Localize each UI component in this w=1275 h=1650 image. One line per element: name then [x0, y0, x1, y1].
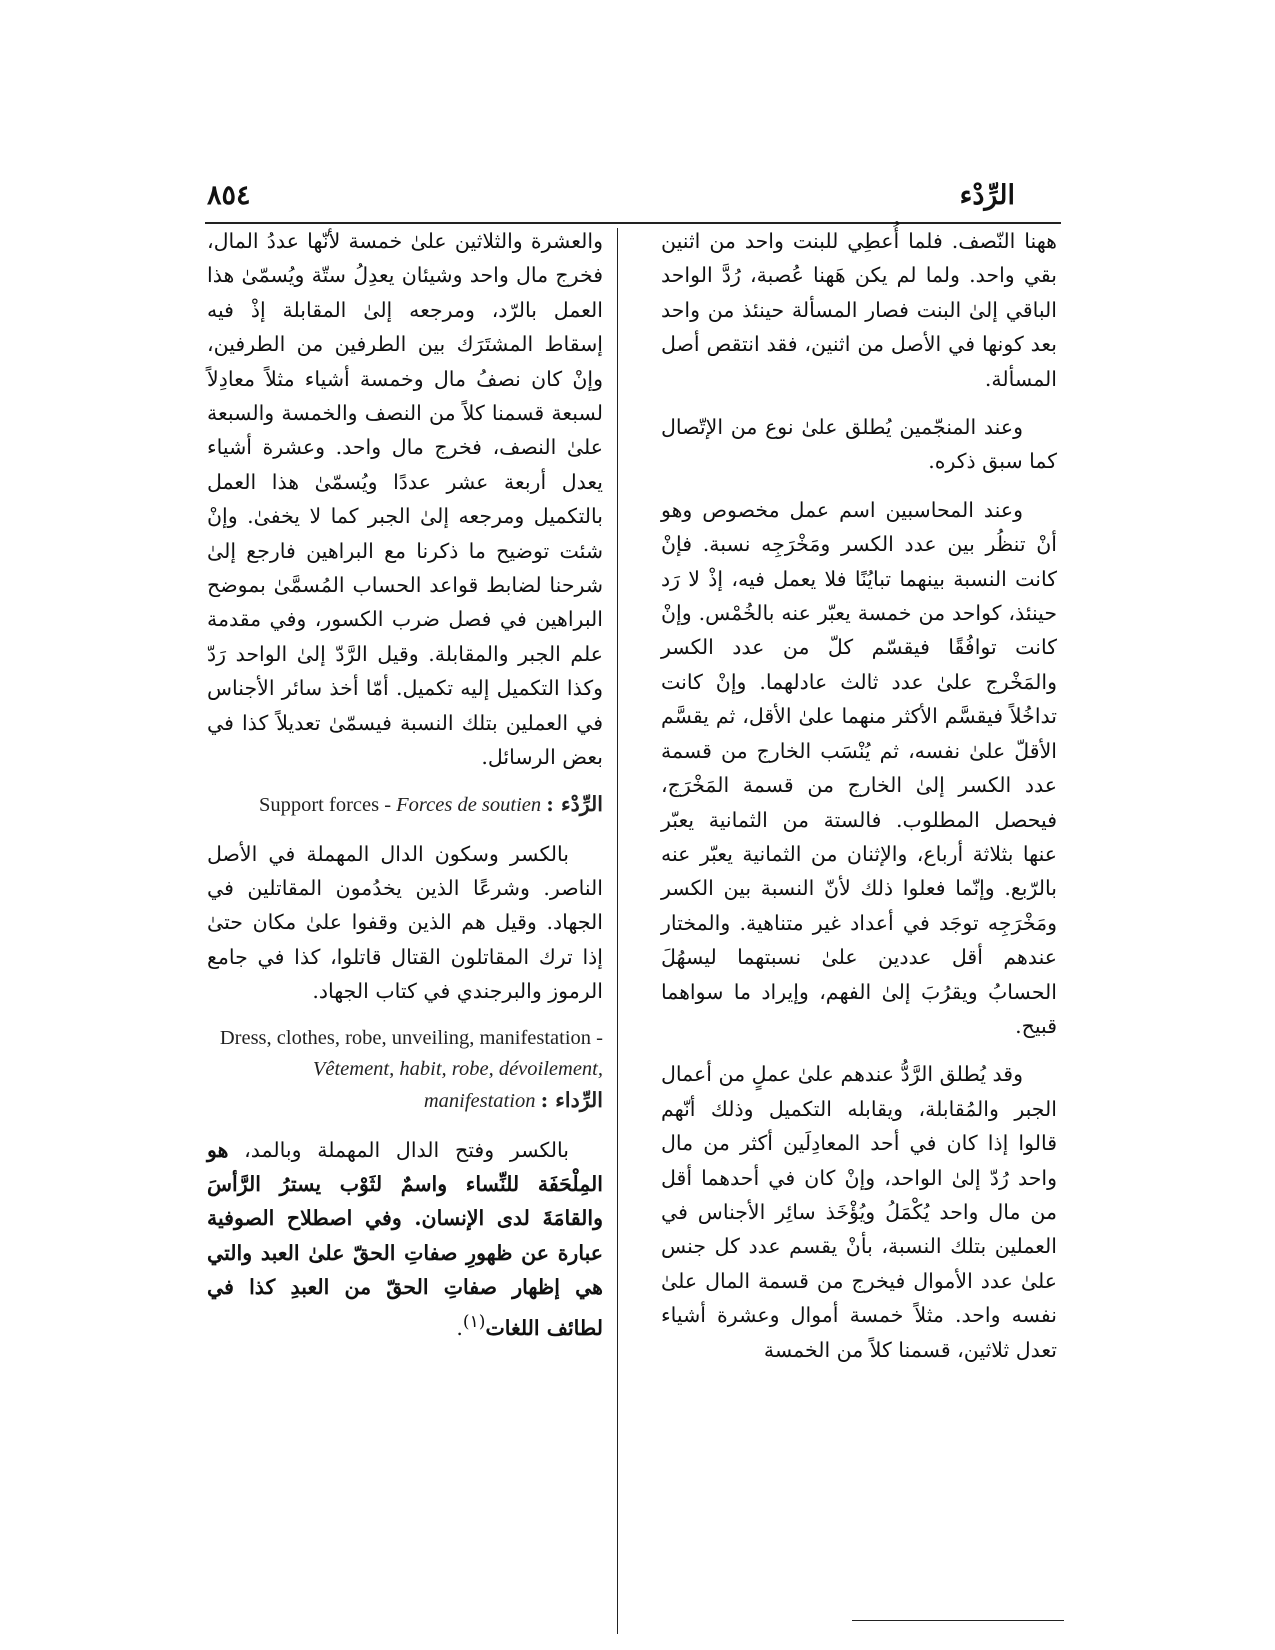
paragraph-end: . — [456, 1315, 463, 1340]
page-number: ٨٥٤ — [207, 180, 251, 211]
entry-headword: الرِّداء : — [540, 1087, 603, 1112]
entry-translation-en: Support forces - — [258, 793, 397, 816]
paragraph: ههنا النّصف. فلما أُعطِي للبنت واحد من اثنين بقي واحد. ولما لم يكن هَهنا عُصبة، رُدَّ الواحد الباقي إلىٰ البنت فصار المسألة حينئذ من واحد بعد كونها في الأصل من اثنين، فقد انتقص أصل المسألة. — [661, 229, 1057, 391]
entry-headword: الرِّدْء : — [546, 791, 603, 816]
footnote-rule — [852, 1620, 1064, 1621]
right-column — [661, 224, 1057, 1381]
paragraph: وقد يُطلق الرَّدُّ عندهم علىٰ عملٍ من أعمال الجبر والمُقابلة، ويقابله التكميل وذلك أنّهم قالوا إذا كان في أحد المعادِلَين أكثر من مال واحد رُدّ إلىٰ الواحد، وإنْ كان في أحدهما أقل من مال واحد يُكْمَلُ ويُؤْخَذ سائِر الأجناس في العملين بتلك النسبة، بأنْ يقسم عدد كل جنس علىٰ عدد الأموال فيخرج من قسمة المال علىٰ نفسه واحد. مثلاً خمسة أموال وعشرة أشياء تعدل ثلاثين، قسمنا كلاً من الخمسة — [661, 1062, 1057, 1362]
paragraph: وعند المحاسبين اسم عمل مخصوص وهو أنْ تنظُر بين عدد الكسر ومَخْرَجِه نسبة. فإنْ كانت النسبة بينهما تبايُنًا فلا يعمل فيه، إذْ لا رَد حينئذ، كواحد من خمسة يعبّر عنه بالخُمْس. وإنْ كانت توافُقًا فيقسّم كلّ من عدد الكسر والمَخْرج علىٰ عدد ثالث عادلهما. وإنْ كانت تداخُلاً فيقسَّم الأكثر منهما علىٰ الأقل، ثم يقسَّم الأقلّ علىٰ نفسه، ثم يُنْسَب الخارج من قسمة عدد الكسر إلىٰ الخارج من قسمة المَخْرَج، فيحصل المطلوب. فالستة من الثمانية يعبّر عنها بثلاثة أرباع، والإثنان من الثمانية يعبّر عنه بالرّبع. وإنّما فعلوا ذلك لأنّ النسبة بين الكسر ومَخْرَجِه توجَد في أعداد غير متناهية. والمختار عندهم أقل عددين علىٰ نسبتهما ليسهُلَ الحسابُ ويقرُبَ إلىٰ الفهم، وإيراد ما سواهما قبيح. — [661, 497, 1057, 1038]
paragraph — [207, 1133, 603, 1345]
entry-heading — [207, 1023, 603, 1117]
entry-heading — [207, 789, 603, 821]
paragraph: بالكسر وسكون الدال المهملة في الأصل الناصر. وشرعًا الذين يخدُمون المقاتلين في الجهاد. وقيل هم الذين وقفوا علىٰ مكان حتىٰ إذا ترك المقاتلون القتال قاتلوا، كذا في جامع الرموز والبرجندي في كتاب الجهاد. — [207, 841, 603, 1004]
paragraph: والعشرة والثلاثين علىٰ خمسة لأنّها عددُ المال، فخرج مال واحد وشيئان يعدِلُ ستّة ويُسمّىٰ هذا العمل بالرّد، ومرجعه إلىٰ المقابلة إذْ فيه إسقاط المشتَرَك بين الطرفين من الطرفين، وإنْ كان نصفُ مال وخمسة أشياء مثلاً معادِلاً لسبعة قسمنا كلاً من النصف والخمسة والسبعة علىٰ النصف، فخرج مال واحد. وعشرة أشياء يعدل أربعة عشر عددًا ويُسمّىٰ هذا العمل بالتكميل ومرجعه إلىٰ الجبر كما لا يخفىٰ. وإنْ شئت توضيح ما ذكرنا مع البراهين فارجع إلىٰ شرحنا لضابط قواعد الحساب المُسمَّىٰ بموضح البراهين في فصل ضرب الكسور، وفي مقدمة علم الجبر والمقابلة. وقيل الرَّدّ إلىٰ الواحد رَدّ وكذا التكميل إليه تكميل. أمّا أخذ سائر الأجناس في العملين بتلك النسبة فيسمّىٰ تعديلاً كذا في بعض الرسائل. — [207, 229, 603, 770]
entry-translation-en: Dress, clothes, robe, unveiling, manifestation - — [219, 1026, 603, 1049]
column-divider — [617, 228, 618, 1634]
paragraph-plain: بالكسر وفتح الدال المهملة وبالمد، — [228, 1137, 569, 1162]
footnote-marker: (١) — [462, 1311, 486, 1332]
entry-translation-fr: Vêtement, habit, robe, dévoilement, manifestation — [312, 1057, 603, 1112]
left-column — [207, 224, 603, 1359]
paragraph: وعند المنجّمين يُطلق علىٰ نوع من الإتّصال كما سبق ذكره. — [661, 415, 1057, 474]
entry-translation-fr: Forces de soutien — [396, 793, 542, 816]
running-head-title: الرِّدْء — [959, 180, 1015, 211]
paragraph-bold: هو المِلْحَفَة للنِّساء واسمٌ لثَوْب يسترُ الرَّأسَ والقامَةَ لدى الإنسان. وفي اصطلاح الصوفية عبارة عن ظهورِ صفاتِ الحقّ علىٰ العبد والتي هي إظهار صفاتِ الحقّ من العبدِ كذا في لطائف اللغات — [207, 1137, 603, 1340]
